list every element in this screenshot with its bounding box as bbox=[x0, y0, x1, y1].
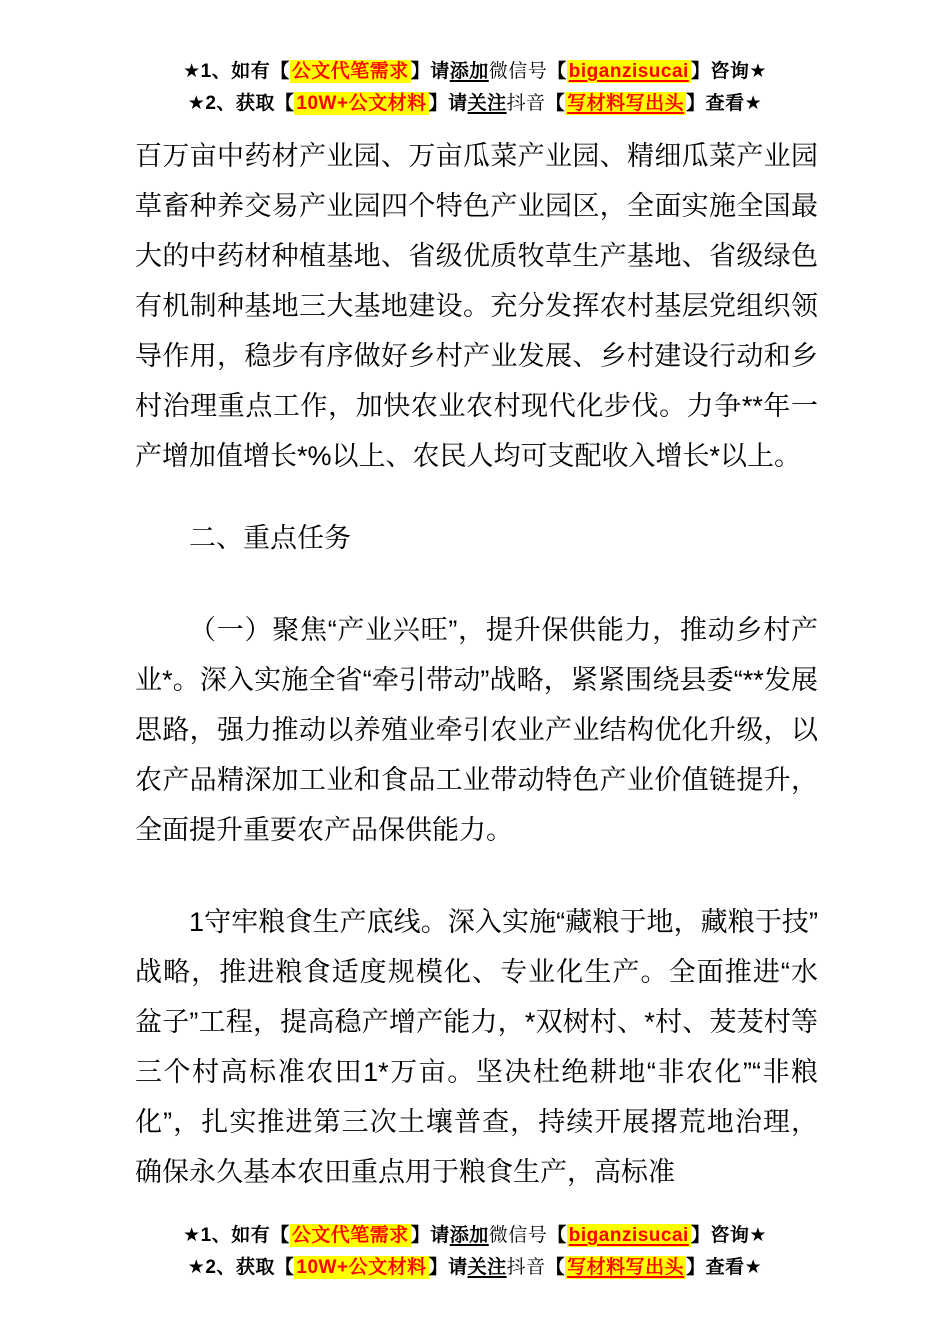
promo-segment: 】请 bbox=[410, 61, 450, 82]
promo-line bbox=[0, 1220, 950, 1252]
promo-segment: 微信号 bbox=[488, 61, 548, 82]
promo-segment: 关注 bbox=[467, 1257, 507, 1278]
promo-segment: 10W+公文材料 bbox=[296, 93, 427, 114]
promo-segment: 抖音 bbox=[506, 93, 546, 114]
promo-segment: 【 bbox=[545, 93, 566, 114]
promo-line bbox=[0, 1252, 950, 1284]
promo-header bbox=[0, 0, 950, 120]
promo-segment: 】咨询★ bbox=[690, 1225, 767, 1246]
promo-segment: 【 bbox=[547, 61, 567, 82]
promo-segment: 添加 bbox=[449, 61, 489, 82]
promo-segment: 公文代笔需求 bbox=[291, 61, 409, 82]
promo-segment: 】请 bbox=[410, 1225, 450, 1246]
promo-segment: 】查看★ bbox=[686, 93, 763, 114]
promo-segment: 】请 bbox=[428, 1257, 468, 1278]
paragraph: （一）聚焦“产业兴旺”，提升保供能力，推动乡村产业*。深入实施全省“牵引带动”战略，紧紧围绕县委“**发展思路，强力推动以养殖业牵引农业产业结构优化升级，以农产品精深加工业和食品工业带动特色产业价值链提升，全面提升重要农产品保供能力。 bbox=[135, 615, 818, 845]
promo-segment: ★1、如有【 bbox=[183, 1225, 290, 1246]
promo-segment: 】咨询★ bbox=[690, 61, 767, 82]
promo-segment: 公文代笔需求 bbox=[291, 1225, 409, 1246]
paragraph: 1守牢粮食生产底线。深入实施“藏粮于地，藏粮于技”战略，推进粮食适度规模化、专业化生产。全面推进“水盆子”工程，提高稳产增产能力，*双树村、*村、茇茇村等三个村高标准农田1*万亩。坚决杜绝耕地“非农化”“非粮化”，扎实推进第三次土壤普查，持续开展撂荒地治理，确保永久基本农田重点用于粮食生产，高标准 bbox=[135, 907, 818, 1187]
paragraph: 百万亩中药材产业园、万亩瓜菜产业园、精细瓜菜产业园草畜种养交易产业园四个特色产业园区，全面实施全国最大的中药材种植基地、省级优质牧草生产基地、省级绿色有机制种基地三大基地建设。充分发挥农村基层党组织领导作用，稳步有序做好乡村产业发展、乡村建设行动和乡村治理重点工作，加快农业农村现代化步伐。力争**年一产增加值增长*%以上、农民人均可支配收入增长*以上。 bbox=[135, 141, 818, 471]
promo-segment: ★1、如有【 bbox=[183, 61, 290, 82]
promo-segment: 【 bbox=[547, 1225, 567, 1246]
promo-segment: 抖音 bbox=[506, 1257, 546, 1278]
promo-segment: 写材料写出头 bbox=[567, 93, 685, 114]
promo-segment: 添加 bbox=[449, 1225, 489, 1246]
promo-segment: 【 bbox=[545, 1257, 566, 1278]
promo-segment: 10W+公文材料 bbox=[296, 1257, 427, 1278]
promo-segment: 】请 bbox=[428, 93, 468, 114]
promo-segment: 关注 bbox=[467, 93, 507, 114]
document-body bbox=[0, 120, 950, 1197]
promo-segment: ★2、获取【 bbox=[187, 93, 295, 114]
section-heading: 二、重点任务 bbox=[189, 523, 351, 553]
promo-segment: 微信号 bbox=[488, 1225, 548, 1246]
promo-segment: ★2、获取【 bbox=[187, 1257, 295, 1278]
promo-footer bbox=[0, 1220, 950, 1284]
promo-segment: 】查看★ bbox=[686, 1257, 763, 1278]
promo-line bbox=[0, 56, 950, 88]
promo-segment: 写材料写出头 bbox=[567, 1257, 685, 1278]
promo-segment: biganzisucai bbox=[568, 1225, 689, 1246]
promo-segment: biganzisucai bbox=[568, 61, 689, 82]
promo-line bbox=[0, 88, 950, 120]
